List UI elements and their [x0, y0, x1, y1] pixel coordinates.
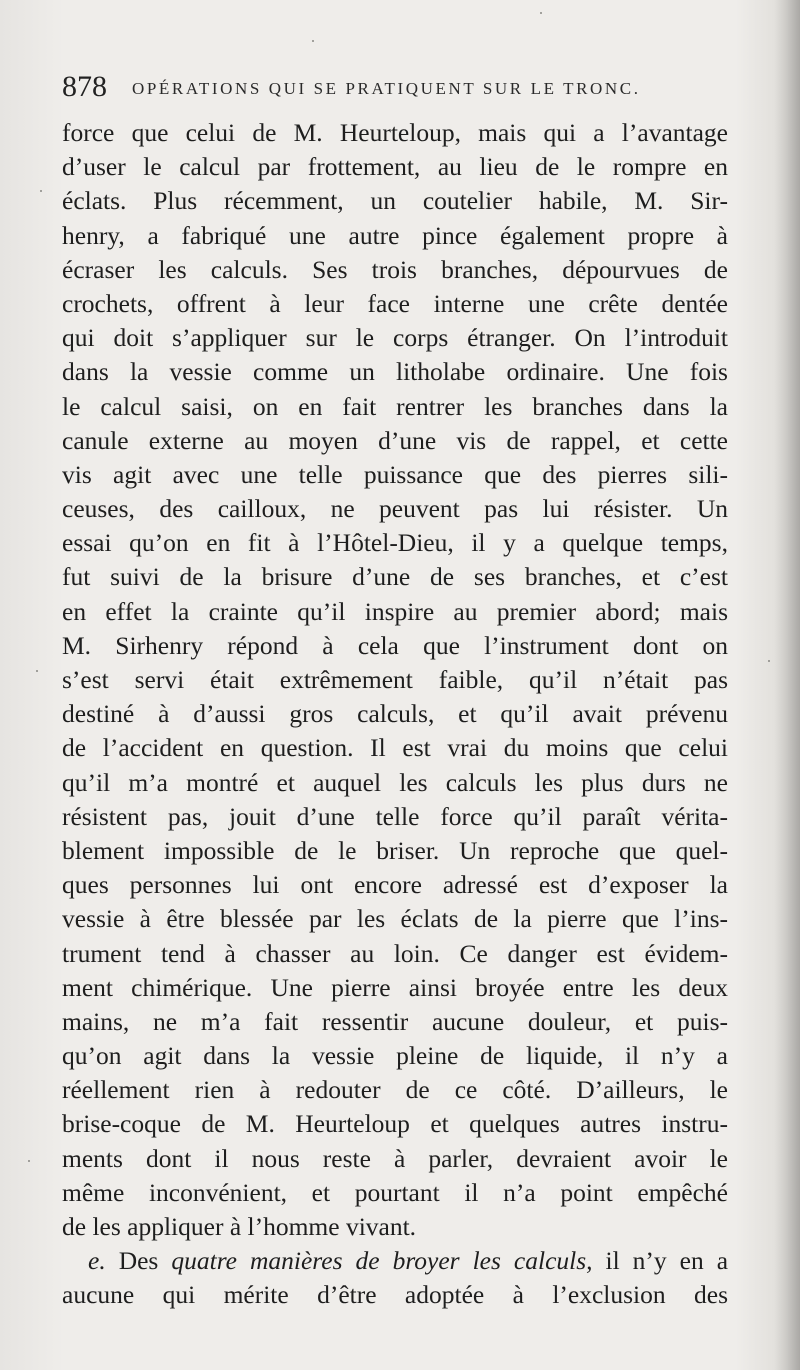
paragraph-lead: Des	[118, 1246, 159, 1276]
text-line: vis agit avec une telle puissance que des pierres sili-	[62, 459, 728, 489]
paragraph-label: e.	[88, 1246, 106, 1276]
page-gutter-shadow	[774, 0, 800, 1370]
text-line: destiné à d’aussi gros calculs, et qu’il avait prévenu	[62, 699, 728, 729]
text-line: blement impossible de le briser. Un reproche que quel-	[62, 835, 728, 865]
text-line: ceuses, des cailloux, ne peuvent pas lui résister. Un	[62, 494, 728, 524]
text-line: dans la vessie comme un litholabe ordinaire. Une fois	[62, 357, 728, 387]
paper-speck	[36, 670, 38, 672]
text-line: résistent pas, jouit d’une telle force qu’il paraît vérita-	[62, 801, 728, 831]
paper-speck	[768, 660, 770, 662]
running-head: OPÉRATIONS QUI SE PRATIQUENT SUR LE TRONC.	[132, 79, 641, 98]
page-number: 878	[62, 70, 107, 103]
text-line	[62, 1244, 728, 1278]
paper-speck	[312, 40, 314, 42]
text-line: en effet la crainte qu’il inspire au premier abord; mais	[62, 596, 728, 626]
paragraph-1	[62, 116, 728, 1244]
text-line: ques personnes lui ont encore adressé est d’exposer la	[62, 870, 728, 900]
text-line: qui doit s’appliquer sur le corps étranger. On l’introduit	[62, 323, 728, 353]
text-line: de l’accident en question. Il est vrai du moins que celui	[62, 733, 728, 763]
text-line: s’est servi était extrêmement faible, qu’il n’était pas	[62, 665, 728, 694]
text-line: même inconvénient, et pourtant il n’a point empêché	[62, 1177, 728, 1207]
text-line: fut suivi de la brisure d’une de ses branches, et c’est	[62, 562, 728, 592]
text-line: force que celui de M. Heurteloup, mais qui a l’avantage	[62, 118, 728, 147]
text-line: le calcul saisi, on en fait rentrer les branches dans la	[62, 391, 728, 421]
text-line: vessie à être blessée par les éclats de la pierre que l’ins-	[62, 904, 728, 934]
paper-speck	[40, 190, 42, 192]
text-line: mains, ne m’a fait ressentir aucune douleur, et puis-	[62, 1006, 728, 1036]
text-line: qu’on agit dans la vessie pleine de liquide, il n’y a	[62, 1041, 728, 1071]
text-line: aucune qui mérite d’être adoptée à l’exclusion des	[62, 1280, 728, 1310]
paper-speck	[540, 12, 542, 14]
text-line: crochets, offrent à leur face interne une crête dentée	[62, 288, 728, 318]
paragraph-2	[62, 1244, 728, 1312]
text-line: ment chimérique. Une pierre ainsi broyée entre les deux	[62, 972, 728, 1002]
text-line: éclats. Plus récemment, un coutelier habile, M. Sir-	[62, 186, 728, 216]
text-line: henry, a fabriqué une autre pince également propre à	[62, 220, 728, 250]
italic-phrase: quatre manières de broyer les calculs,	[171, 1246, 593, 1276]
text-line: réellement rien à redouter de ce côté. D’ailleurs, le	[62, 1075, 728, 1105]
paragraph-rest: il n’y en a	[605, 1246, 729, 1276]
body-text	[62, 116, 728, 1313]
text-line: trument tend à chasser au loin. Ce danger est évidem-	[62, 938, 728, 968]
text-line: ments dont il nous reste à parler, devraient avoir le	[62, 1143, 728, 1173]
text-line: brise-coque de M. Heurteloup et quelques autres instru-	[62, 1109, 728, 1139]
text-line: canule externe au moyen d’une vis de rappel, et cette	[62, 425, 728, 455]
page-header	[62, 70, 722, 110]
text-line: d’user le calcul par frottement, au lieu de le rompre en	[62, 152, 728, 182]
text-line: de les appliquer à l’homme vivant.	[62, 1212, 417, 1241]
text-line: essai qu’on en fit à l’Hôtel-Dieu, il y a quelque temps,	[62, 528, 728, 558]
text-line: qu’il m’a montré et auquel les calculs les plus durs ne	[62, 767, 728, 797]
text-line: écraser les calculs. Ses trois branches, dépourvues de	[62, 254, 728, 284]
text-line: M. Sirhenry répond à cela que l’instrument dont on	[62, 630, 728, 660]
paper-speck	[28, 1160, 30, 1162]
